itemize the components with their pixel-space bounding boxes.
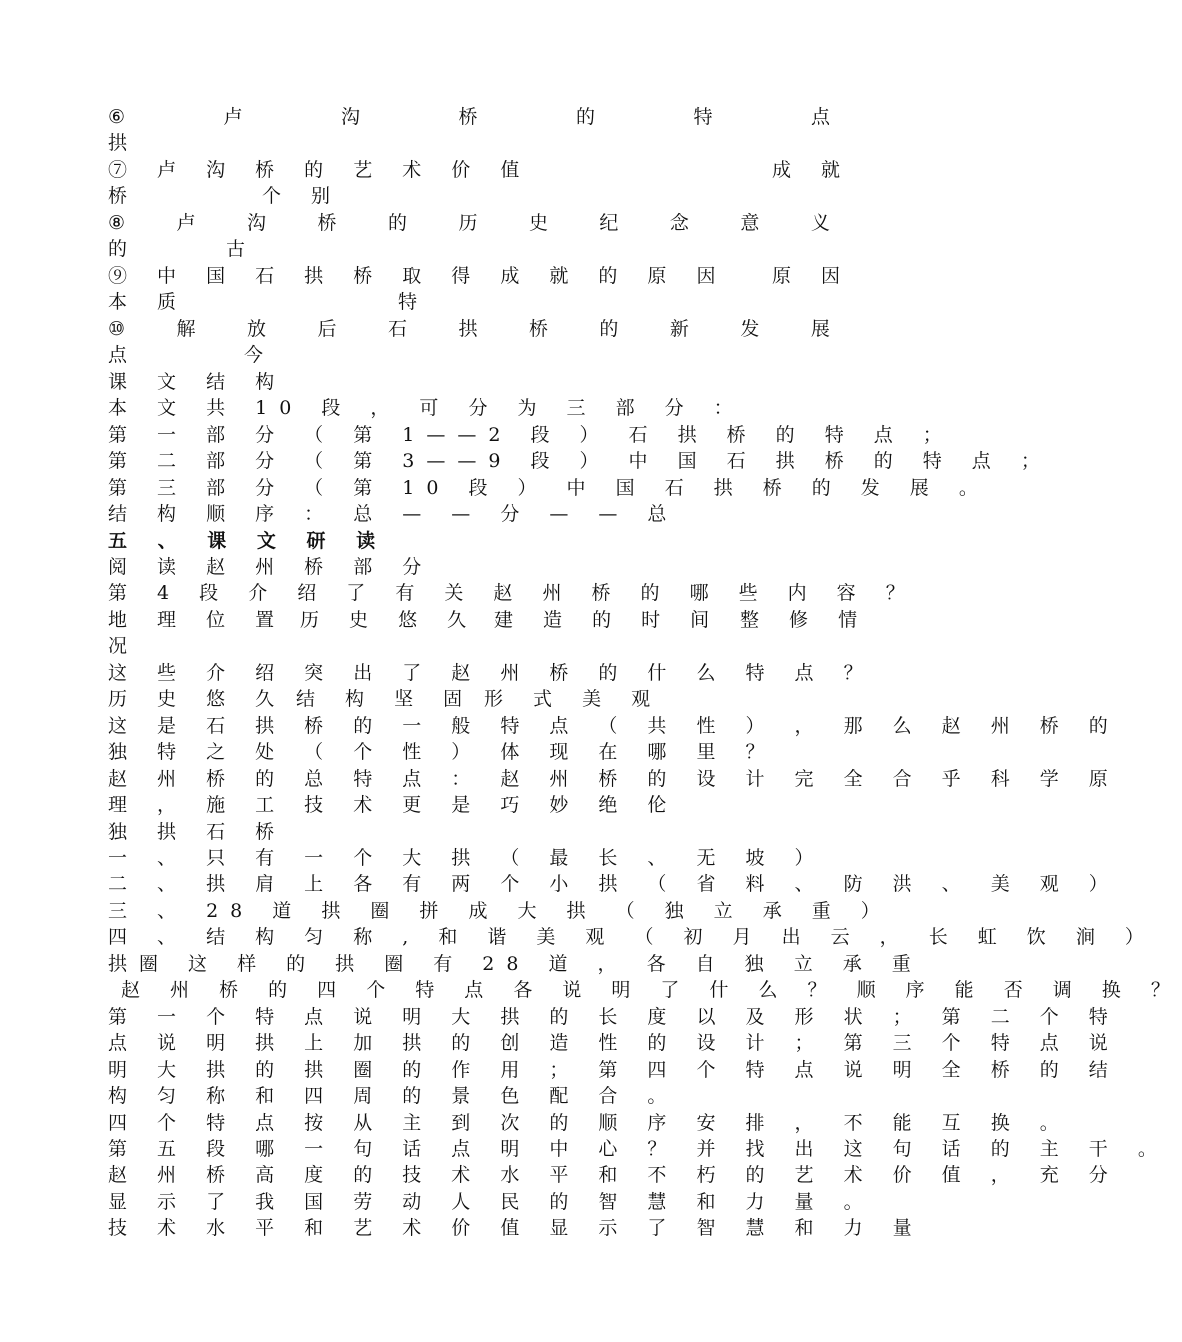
question-line: 赵 州 桥 的 四 个 特 点 各 说 明 了 什 么 ？ 顺 序 能 否 调 换 ？: [121, 979, 1182, 1001]
outline-item-10-word: 拱: [458, 318, 478, 340]
outline-item-6-word: 桥: [458, 106, 478, 128]
outline-item-8-word: 史: [528, 212, 548, 234]
answer-item: 形 式 美 观: [484, 688, 663, 710]
outline-item-8-word: 历: [458, 212, 478, 234]
section-title-5: 五 、 课 文 研 读: [108, 530, 388, 552]
question-line: 这 些 介 绍 突 出 了 赵 州 桥 的 什 么 特 点 ？: [108, 662, 875, 684]
answer-item: 建 造 的 时 间: [494, 609, 722, 631]
body-line: 独 拱 石 桥: [108, 821, 287, 843]
outline-item-10-word: 放: [247, 318, 267, 340]
body-line: 阅 读 赵 州 桥 部 分: [108, 556, 434, 578]
outline-item-6-word: 卢: [223, 106, 243, 128]
side-note-line: 本 质: [108, 291, 189, 313]
outline-item-10-word: 石: [387, 318, 407, 340]
side-note-line: 的: [108, 238, 128, 260]
outline-item-10-word: 桥: [528, 318, 548, 340]
body-line: 技 术 水 平 和 艺 术 价 值 显 示 了 智 慧 和 力 量: [108, 1217, 924, 1239]
outline-item-6: [108, 104, 830, 130]
outline-item-6-word: 特: [693, 106, 713, 128]
structure-part-3: 第 三 部 分 （ 第 10 段 ） 中 国 石 拱 桥 的 发 展 。: [108, 477, 990, 499]
side-note-mid: 今: [244, 344, 264, 366]
outline-item-6-word: 的: [575, 106, 595, 128]
outline-item-8-word: ⑧: [108, 212, 126, 234]
outline-item-8: [108, 210, 830, 236]
answer-item: 结 构 坚 固: [296, 688, 475, 710]
outline-item-7: ⑦ 卢 沟 桥 的 艺 术 价 值: [108, 159, 532, 181]
body-line: 拱圈 这 样 的 拱 圈 有 28 道 ， 各 自 独 立 承 重: [108, 953, 923, 975]
body-line: 这 是 石 拱 桥 的 一 般 特 点 （ 共 性 ） ， 那 么 赵 州 桥 的: [108, 715, 1120, 737]
body-line: 理 ， 施 工 技 术 更 是 巧 妙 绝 伦: [108, 794, 679, 816]
outline-item-8-word: 沟: [247, 212, 267, 234]
side-note-right: 原 因: [772, 265, 853, 287]
answer-item: 地 理 位 置: [108, 609, 287, 631]
outline-item-8-word: 念: [669, 212, 689, 234]
outline-item-10-word: 新: [669, 318, 689, 340]
feature-item-3: 三 、 28 道 拱 圈 拼 成 大 拱 （ 独 立 承 重 ）: [108, 900, 892, 922]
outline-item-10-word: 后: [317, 318, 337, 340]
body-line: 四 个 特 点 按 从 主 到 次 的 顺 序 安 排 ， 不 能 互 换 。: [108, 1112, 1071, 1134]
structure-part-1: 第 一 部 分 （ 第 1——2 段 ） 石 拱 桥 的 特 点 ；: [108, 424, 954, 446]
outline-item-8-word: 纪: [599, 212, 619, 234]
body-line: 赵 州 桥 的 总 特 点 ： 赵 州 桥 的 设 计 完 全 合 乎 科 学 原: [108, 768, 1120, 790]
outline-item-8-word: 卢: [176, 212, 196, 234]
side-note-right: 成 就: [772, 159, 853, 181]
answer-item: 历 史 悠 久: [108, 688, 287, 710]
feature-item-2: 二 、 拱 肩 上 各 有 两 个 小 拱 （ 省 料 、 防 洪 、 美 观 ）: [108, 873, 1120, 895]
side-note-mid: 特: [398, 291, 418, 313]
body-line: 况: [108, 635, 128, 657]
body-line: 本 文 共 10 段 ， 可 分 为 三 部 分 ：: [108, 397, 745, 419]
body-line: 独 特 之 处 （ 个 性 ） 体 现 在 哪 里 ？: [108, 741, 777, 763]
outline-item-10-word: 解: [176, 318, 196, 340]
outline-item-10-word: 发: [740, 318, 760, 340]
outline-item-9: ⑨ 中 国 石 拱 桥 取 得 成 就 的 原 因: [108, 265, 728, 287]
side-note-line: 桥: [108, 185, 128, 207]
body-line: 第 一 个 特 点 说 明 大 拱 的 长 度 以 及 形 状 ； 第 二 个 特: [108, 1006, 1120, 1028]
outline-item-6-word: 点: [810, 106, 830, 128]
body-line: 点 说 明 拱 上 加 拱 的 创 造 性 的 设 计 ； 第 三 个 特 点 说: [108, 1032, 1120, 1054]
question-line: 第 五 段 哪 一 句 话 点 明 中 心 ？ 并 找 出 这 句 话 的 主 干 。: [108, 1138, 1169, 1160]
body-line: 赵 州 桥 高 度 的 技 术 水 平 和 不 朽 的 艺 术 价 值 ， 充 分: [108, 1164, 1120, 1186]
question-line: 第 4 段 介 绍 了 有 关 赵 州 桥 的 哪 些 内 容 ？: [108, 582, 917, 604]
feature-item-1: 一 、 只 有 一 个 大 拱 （ 最 长 、 无 坡 ）: [108, 847, 826, 869]
outline-item-8-word: 桥: [317, 212, 337, 234]
section-heading: 课 文 结 构: [108, 371, 287, 393]
answer-item: 整 修 情: [740, 609, 870, 631]
body-line: 显 示 了 我 国 劳 动 人 民 的 智 慧 和 力 量 。: [108, 1191, 875, 1213]
outline-item-10-word: 的: [599, 318, 619, 340]
answer-item: 历 史 悠 久: [300, 609, 479, 631]
structure-part-2: 第 二 部 分 （ 第 3——9 段 ） 中 国 石 拱 桥 的 特 点 ；: [108, 450, 1052, 472]
side-note-mid: 古: [226, 238, 246, 260]
feature-item-4: 四 、 结 构 匀 称 , 和 谐 美 观 （ 初 月 出 云 ， 长 虹 饮 涧 ）: [108, 926, 1156, 948]
outline-item-8-word: 义: [810, 212, 830, 234]
outline-item-10-word: 展: [810, 318, 830, 340]
body-line: 构 匀 称 和 四 周 的 景 色 配 合 。: [108, 1085, 679, 1107]
side-note-line: 拱: [108, 132, 128, 154]
structure-order: 结 构 顺 序 ： 总 — — 分 — — 总: [108, 503, 679, 525]
outline-item-6-word: 沟: [341, 106, 361, 128]
outline-item-10-word: ⑩: [108, 318, 126, 340]
outline-item-8-word: 意: [740, 212, 760, 234]
outline-item-6-word: ⑥: [108, 106, 126, 128]
outline-item-10: [108, 316, 830, 342]
side-note-line: 点: [108, 344, 128, 366]
outline-item-8-word: 的: [387, 212, 407, 234]
body-line: 明 大 拱 的 拱 圈 的 作 用 ； 第 四 个 特 点 说 明 全 桥 的 结: [108, 1059, 1120, 1081]
side-note-mid: 个 别: [262, 185, 343, 207]
